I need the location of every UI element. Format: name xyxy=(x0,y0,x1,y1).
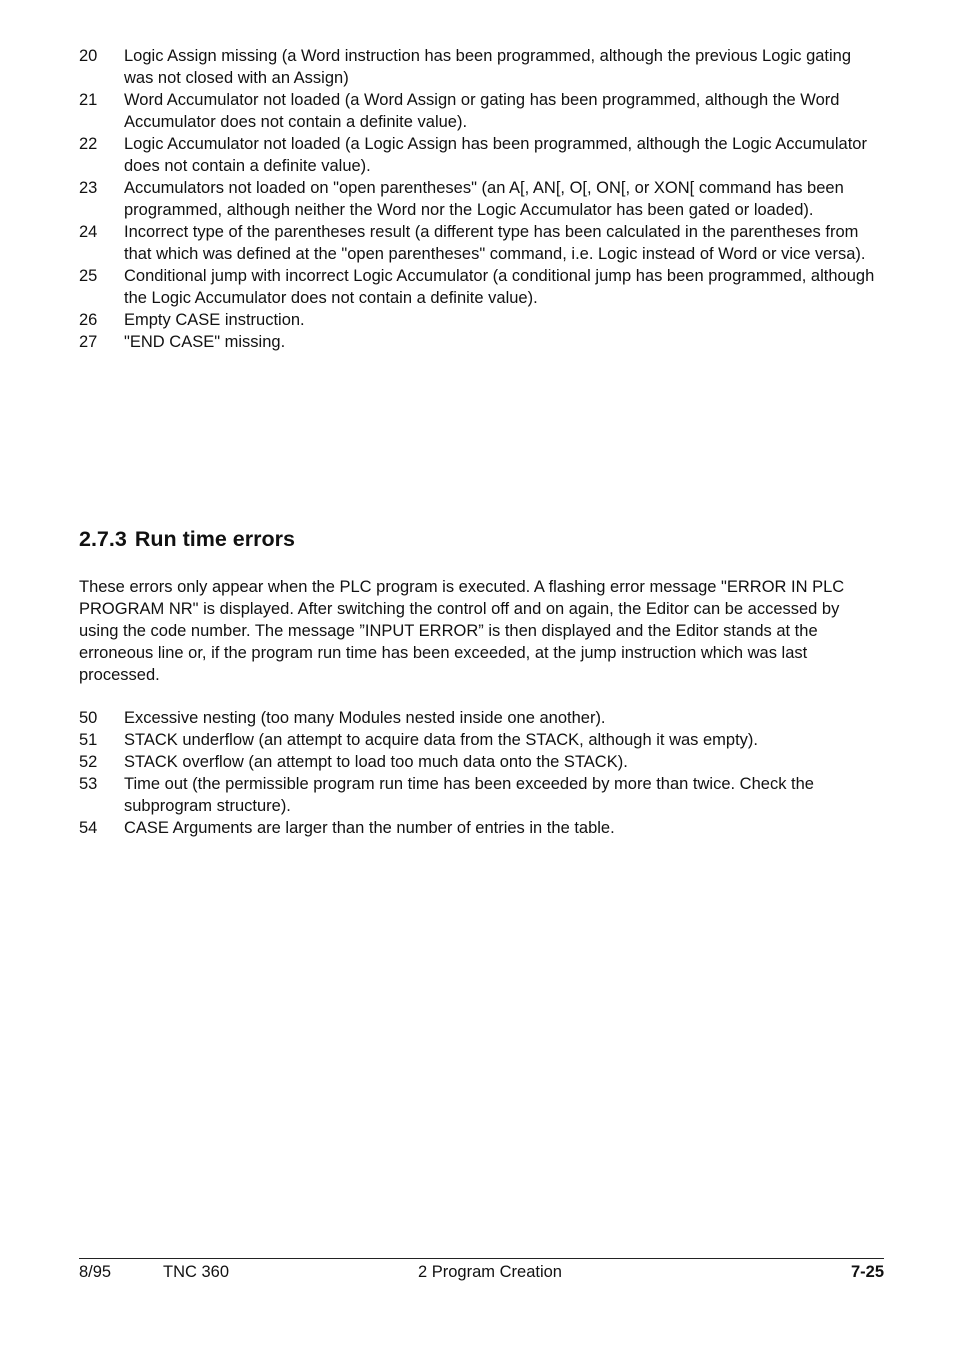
error-number: 52 xyxy=(79,753,98,771)
list-item xyxy=(79,773,879,817)
list-item xyxy=(79,331,879,353)
list-item xyxy=(79,817,879,839)
runtime-error-list xyxy=(79,707,879,839)
error-description: Word Accumulator not loaded (a Word Assign or gating has been programmed, although the Word Accumulator does not contain a definite value). xyxy=(124,91,840,131)
error-number: 20 xyxy=(79,47,98,65)
error-description: "END CASE" missing. xyxy=(124,333,286,351)
error-description: CASE Arguments are larger than the number of entries in the table. xyxy=(124,819,615,837)
error-description: Empty CASE instruction. xyxy=(124,311,305,329)
error-number: 25 xyxy=(79,267,98,285)
list-item xyxy=(79,221,879,265)
footer-date: 8/95 xyxy=(79,1263,112,1281)
error-description: Incorrect type of the parentheses result (a different type has been calculated in the parentheses from that which was defined at the "open parentheses" command, i.e. Logic instead of Word or vice versa). xyxy=(124,223,866,263)
section-intro-paragraph: These errors only appear when the PLC program is executed. A flashing error message "ERROR IN PLC PROGRAM NR" is displayed. After switching the control off and on again, the Editor can be accessed by using the code number. The message ”INPUT ERROR” is then displayed and the Editor stands at the erroneous line or, if the program run time has been exceeded, at the jump instruction which was last processed. xyxy=(79,578,845,684)
compile-error-list xyxy=(79,45,879,353)
footer-model: TNC 360 xyxy=(163,1263,230,1281)
section-heading xyxy=(79,524,295,554)
error-description: STACK underflow (an attempt to acquire data from the STACK, although it was empty). xyxy=(124,731,759,749)
error-number: 27 xyxy=(79,333,98,351)
list-item xyxy=(79,45,879,89)
error-number: 26 xyxy=(79,311,98,329)
section-title: Run time errors xyxy=(134,527,295,551)
error-description: Logic Assign missing (a Word instruction has been programmed, although the previous Logic gating was not closed with an Assign) xyxy=(124,47,852,87)
error-number: 54 xyxy=(79,819,98,837)
list-item xyxy=(79,707,879,729)
list-item xyxy=(79,751,879,773)
error-number: 22 xyxy=(79,135,98,153)
error-number: 51 xyxy=(79,731,98,749)
footer-chapter: 2 Program Creation xyxy=(418,1263,562,1281)
error-number: 53 xyxy=(79,775,98,793)
error-description: Time out (the permissible program run time has been exceeded by more than twice. Check the subprogram structure). xyxy=(124,775,814,815)
error-description: Accumulators not loaded on "open parentheses" (an A[, AN[, O[, ON[, or XON[ command has been programmed, although neither the Word nor the Logic Accumulator has been gated or loaded). xyxy=(124,179,844,219)
list-item xyxy=(79,177,879,221)
list-item xyxy=(79,265,879,309)
error-number: 24 xyxy=(79,223,98,241)
footer-divider xyxy=(79,1258,884,1259)
list-item xyxy=(79,133,879,177)
list-item xyxy=(79,89,879,133)
list-item xyxy=(79,309,879,331)
section-number: 2.7.3 xyxy=(79,527,127,551)
error-number: 23 xyxy=(79,179,98,197)
error-description: Logic Accumulator not loaded (a Logic Assign has been programmed, although the Logic Accumulator does not contain a definite value). xyxy=(124,135,867,175)
error-number: 50 xyxy=(79,709,98,727)
error-description: STACK overflow (an attempt to load too much data onto the STACK). xyxy=(124,753,628,771)
error-description: Excessive nesting (too many Modules nested inside one another). xyxy=(124,709,606,727)
error-number: 21 xyxy=(79,91,98,109)
page-number: 7-25 xyxy=(850,1263,884,1281)
list-item xyxy=(79,729,879,751)
error-description: Conditional jump with incorrect Logic Accumulator (a conditional jump has been programmed, although the Logic Accumulator does not contain a definite value). xyxy=(124,267,875,307)
